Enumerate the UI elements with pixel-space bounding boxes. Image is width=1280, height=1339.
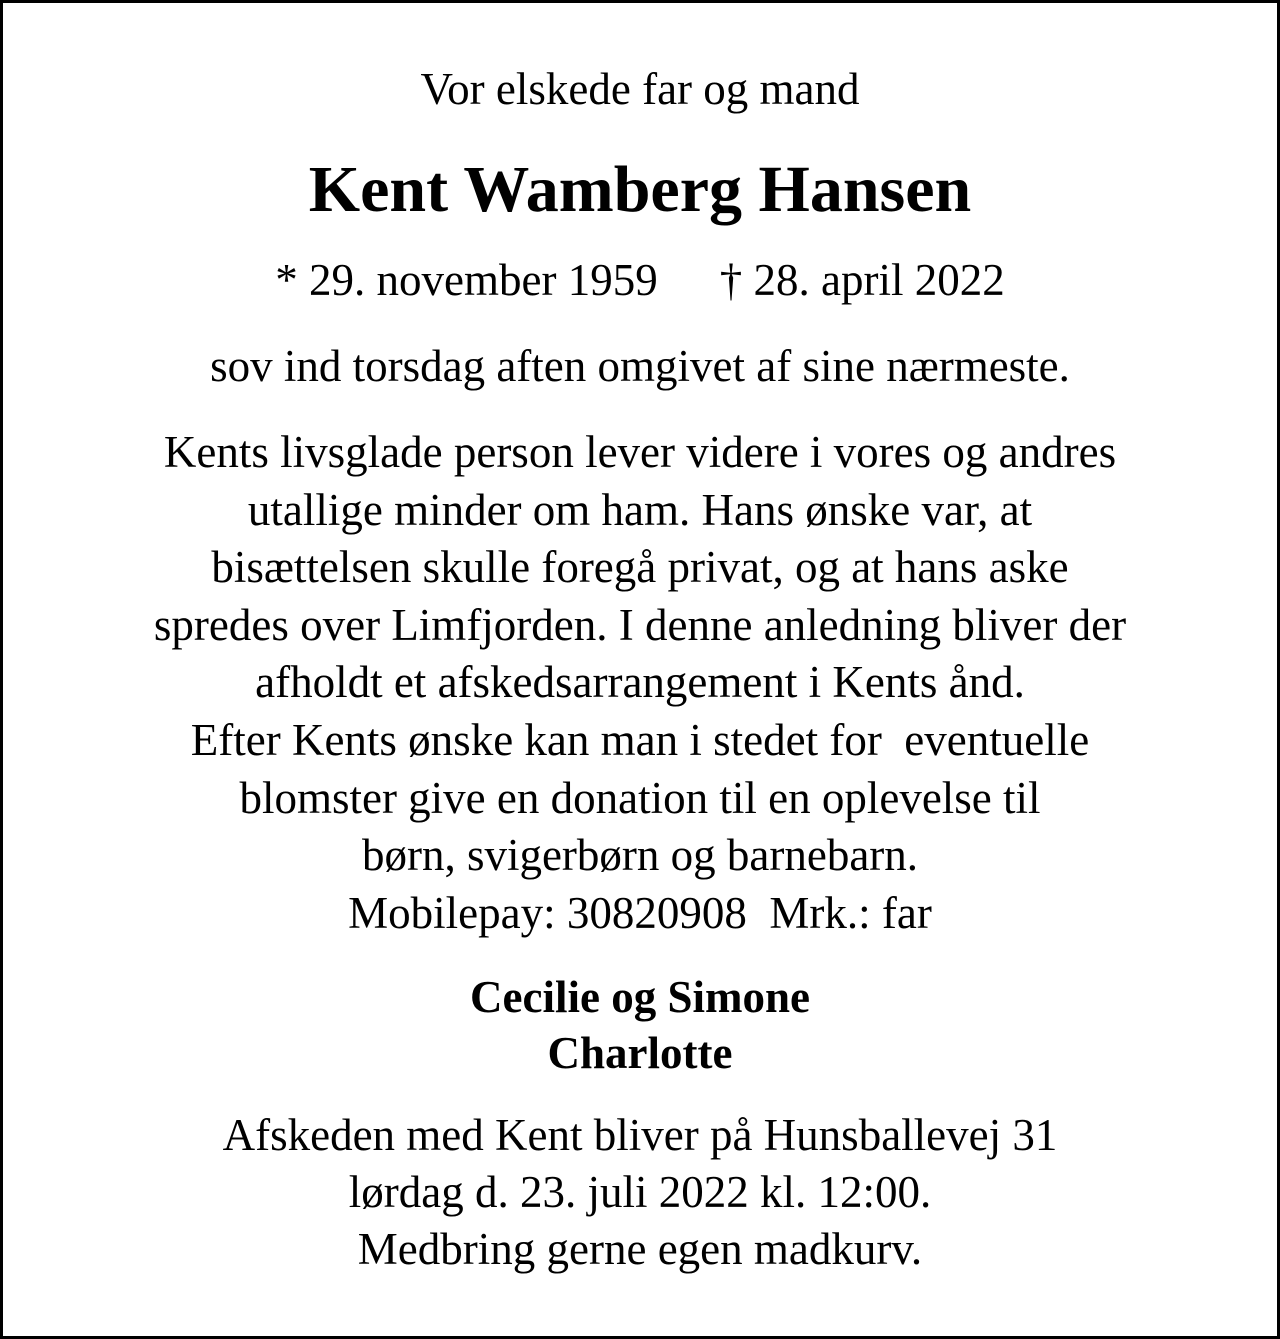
body-line: Kents livsglade person lever videre i vores og andres: [163, 427, 1117, 477]
farewell-details: [3, 1107, 1277, 1278]
intro-line: Vor elskede far og mand: [420, 64, 860, 114]
closing-line: Afskeden med Kent bliver på Hunsballevej 31: [222, 1110, 1058, 1160]
signers: [3, 969, 1277, 1081]
body-text: [3, 424, 1277, 942]
closing-line: lørdag d. 23. juli 2022 kl. 12:00.: [348, 1167, 932, 1217]
closing-line: Medbring gerne egen madkurv.: [357, 1224, 923, 1274]
signer-line: Charlotte: [547, 1028, 733, 1078]
mobilepay-line: Mobilepay: 30820908 Mrk.: far: [348, 887, 932, 938]
body-line: børn, svigerbørn og barnebarn.: [361, 830, 919, 881]
death-date: † 28. april 2022: [719, 255, 1005, 305]
body-line: utallige minder om ham. Hans ønske var, at: [247, 484, 1033, 535]
passing-line: sov ind torsdag aften omgivet af sine nærmeste.: [210, 341, 1070, 391]
body-line: bisættelsen skulle foregå privat, og at hans aske: [211, 542, 1069, 593]
life-dates: [3, 255, 1277, 305]
body-line: blomster give en donation til en oplevelse til: [239, 772, 1041, 823]
birth-date: * 29. november 1959: [275, 255, 658, 305]
signer-line: Cecilie og Simone: [470, 972, 810, 1022]
deceased-name: Kent Wamberg Hansen: [308, 153, 972, 226]
body-line: spredes over Limfjorden. I denne anledning bliver der: [153, 599, 1127, 650]
body-line: Efter Kents ønske kan man i stedet for eventuelle: [190, 714, 1090, 765]
body-line: afholdt et afskedsarrangement i Kents ånd.: [255, 657, 1025, 708]
